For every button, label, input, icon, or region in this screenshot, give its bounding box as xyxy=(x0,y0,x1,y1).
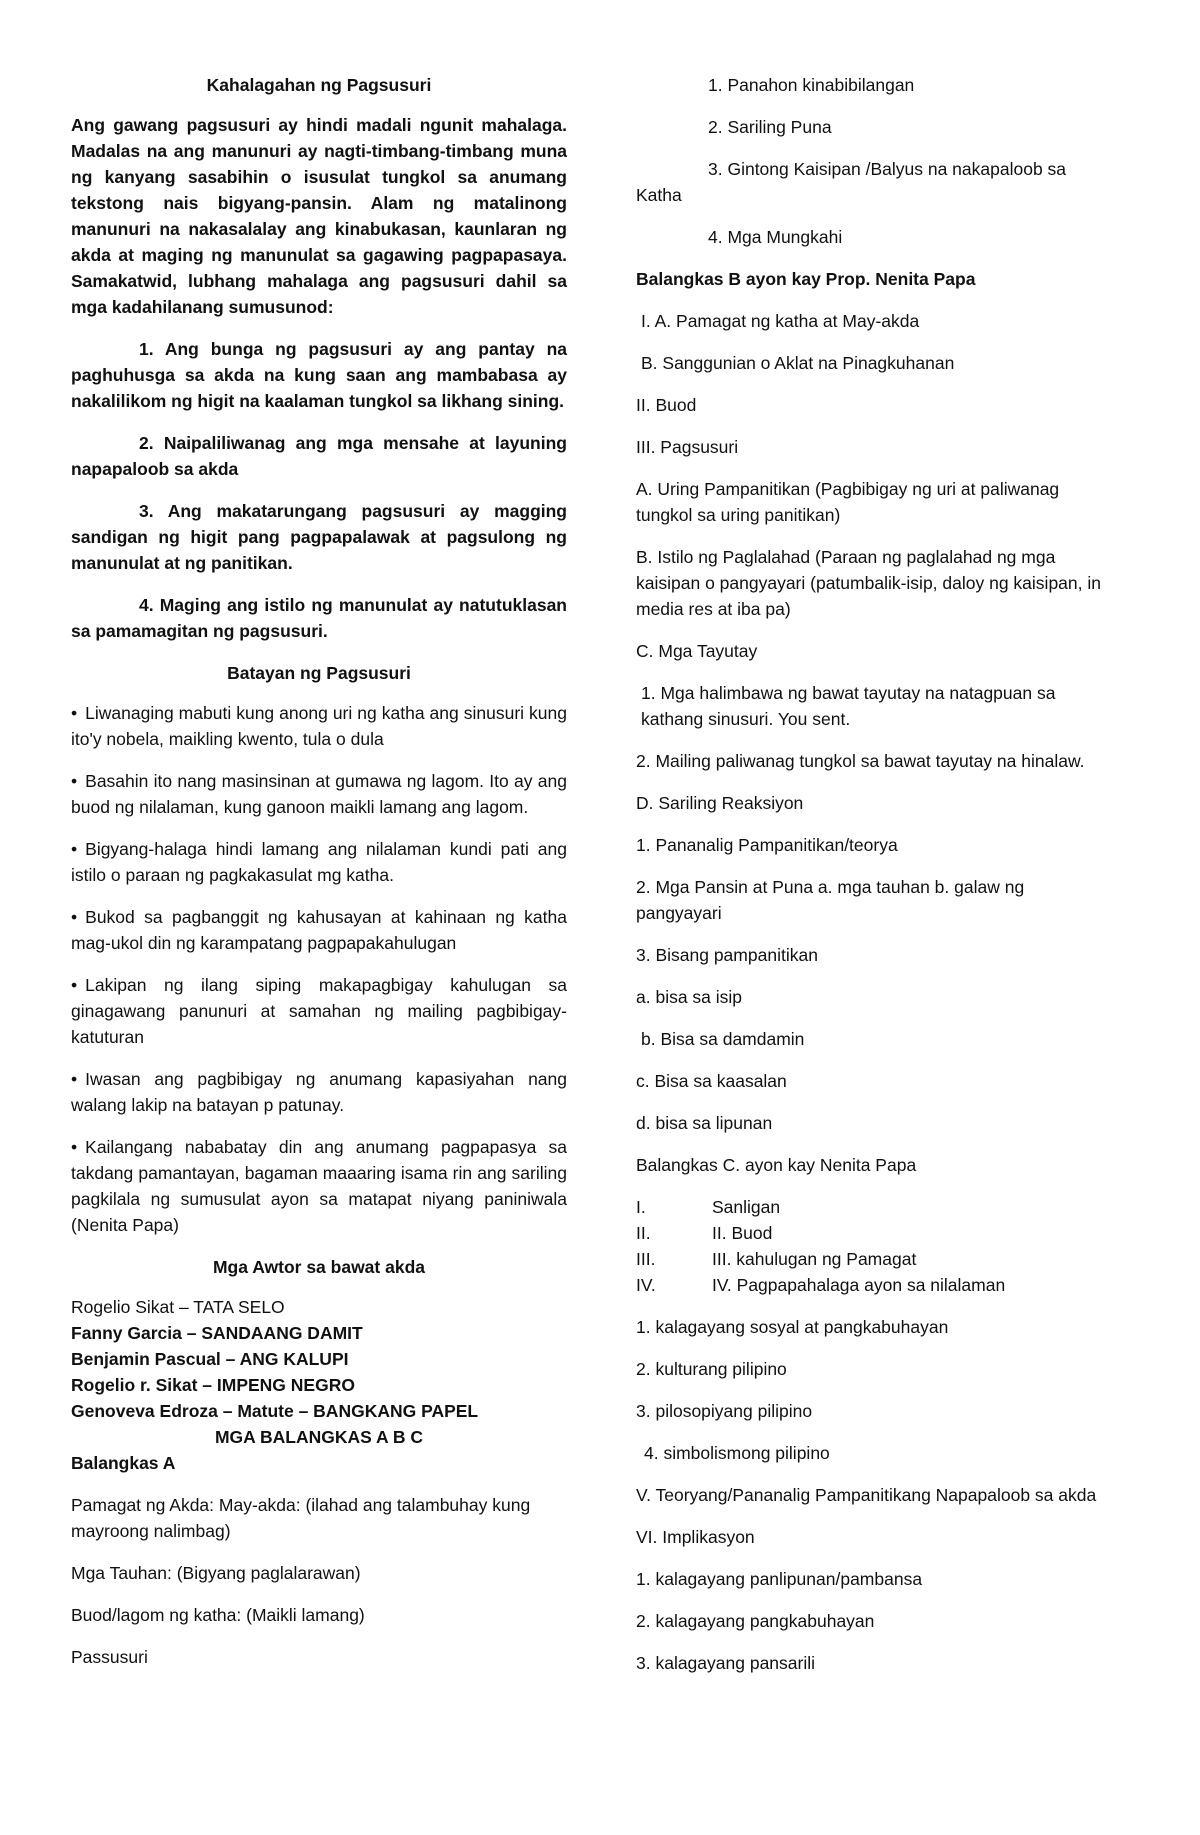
a-list-item: 1. Panahon kinabibilangan xyxy=(708,75,915,95)
balangkas-a-title: Balangkas A xyxy=(71,1453,176,1473)
c-item: VI. Implikasyon xyxy=(636,1527,755,1547)
c-item: 4. simbolismong pilipino xyxy=(644,1443,830,1463)
batayan-bullet: • Kailangang nababatay din ang anumang pagpapasya sa takdang pamantayan, bagaman maaaring isama rin ang sariling pagkilala ng sumusulat ayon sa matapat niyang paniniwala (Nenita Papa) xyxy=(71,1134,567,1238)
author-item: Benjamin Pascual – ANG KALUPI xyxy=(71,1349,349,1369)
balangkas-c-title: Balangkas C. ayon kay Nenita Papa xyxy=(636,1155,917,1175)
reason-item: 4. Maging ang istilo ng manunulat ay natutuklasan sa pamamagitan ng pagsusuri. xyxy=(71,595,567,641)
c-item: V. Teoryang/Pananalig Pampanitikang Napapaloob sa akda xyxy=(636,1485,1097,1505)
right-column xyxy=(636,72,1114,1692)
b-item: 1. Pananalig Pampanitikan/teorya xyxy=(636,835,898,855)
c-roman-item: III. III. kahulugan ng Pamagat xyxy=(636,1249,917,1269)
reason-item: 3. Ang makatarungang pagsusuri ay magging sandigan ng higit pang pagpapalawak at pagsulong ng manunulat at ng panitikan. xyxy=(71,501,567,573)
bullet-icon xyxy=(71,1137,85,1157)
b-item: 3. Bisang pampanitikan xyxy=(636,945,818,965)
author-item: Rogelio Sikat – TATA SELO xyxy=(71,1297,285,1317)
section-title-awtor: Mga Awtor sa bawat akda xyxy=(212,1257,425,1277)
b-item: II. Buod xyxy=(636,395,697,415)
a-list-item: 3. Gintong Kaisipan /Balyus na nakapaloob sa xyxy=(708,159,1067,179)
c-roman-list xyxy=(636,1194,1114,1298)
c-item: 3. pilosopiyang pilipino xyxy=(636,1401,813,1421)
a-list-item: 2. Sariling Puna xyxy=(708,117,832,137)
batayan-bullet: • Basahin ito nang masinsinan at gumawa ng lagom. Ito ay ang buod ng nilalaman, kung ganoon maikli lamang ang lagom. xyxy=(71,768,567,820)
batayan-bullet: • Liwanaging mabuti kung anong uri ng katha ang sinusuri kung ito'y nobela, maikling kwento, tula o dula xyxy=(71,700,567,752)
left-column xyxy=(71,72,567,1686)
batayan-bullet: • Bukod sa pagbanggit ng kahusayan at kahinaan ng katha mag-ukol din ng karampatang pagpapakahulugan xyxy=(71,904,567,956)
balangkas-a-item: Mga Tauhan: (Bigyang paglalarawan) xyxy=(71,1563,361,1583)
b-item: 2. Mailing paliwanag tungkol sa bawat tayutay na hinalaw. xyxy=(636,751,1085,771)
balangkas-a-item: Pamagat ng Akda: May-akda: (ilahad ang talambuhay kung mayroong nalimbag) xyxy=(71,1495,531,1541)
bullet-icon xyxy=(71,975,85,995)
c-item: 1. kalagayang sosyal at pangkabuhayan xyxy=(636,1317,949,1337)
author-item: Rogelio r. Sikat – IMPENG NEGRO xyxy=(71,1375,355,1395)
balangkas-a-item: Buod/lagom ng katha: (Maikli lamang) xyxy=(71,1605,365,1625)
balangkas-b-title: Balangkas B ayon kay Prop. Nenita Papa xyxy=(636,269,976,289)
c-item: 2. kalagayang pangkabuhayan xyxy=(636,1611,875,1631)
b-item: C. Mga Tayutay xyxy=(636,641,758,661)
author-item: Genoveva Edroza – Matute – BANGKANG PAPEL xyxy=(71,1401,479,1421)
a-list-item-continuation: Katha xyxy=(636,185,682,205)
b-item: B. Istilo ng Paglalahad (Paraan ng paglalahad ng mga kaisipan o pangyayari (patumbalik-isip, daloy ng kaisipan, in media res at iba pa) xyxy=(636,547,1101,619)
b-item: B. Sanggunian o Aklat na Pinagkuhanan xyxy=(641,353,955,373)
batayan-bullet: • Lakipan ng ilang siping makapagbigay kahulugan sa ginagawang panunuri at samahan ng mailing pagbibigay-katuturan xyxy=(71,972,567,1050)
b-item: A. Uring Pampanitikan (Pagbibigay ng uri at paliwanag tungkol sa uring panitikan) xyxy=(636,479,1060,525)
c-item: 2. kulturang pilipino xyxy=(636,1359,787,1379)
batayan-bullet: • Iwasan ang pagbibigay ng anumang kapasiyahan nang walang lakip na batayan p patunay. xyxy=(71,1066,567,1118)
b-item: 2. Mga Pansin at Puna a. mga tauhan b. galaw ng pangyayari xyxy=(636,877,1025,923)
b-item: c. Bisa sa kaasalan xyxy=(636,1071,787,1091)
bullet-icon xyxy=(71,907,85,927)
b-item: d. bisa sa lipunan xyxy=(636,1113,773,1133)
batayan-bullet: • Bigyang-halaga hindi lamang ang nilalaman kundi pati ang istilo o paraan ng pagkakasulat mg katha. xyxy=(71,836,567,888)
reason-item: 1. Ang bunga ng pagsusuri ay ang pantay na paghuhusga sa akda na kung saan ang mambabasa ay nakalilikom ng higit na kaalaman tungkol sa likhang sining. xyxy=(71,339,567,411)
intro-paragraph: Ang gawang pagsusuri ay hindi madali ngunit mahalaga. Madalas na ang manunuri ay nagti-timbang-timbang muna ng kanyang sasabihin o isusulat tungkol sa anumang tekstong nais bigyang-pansin. Alam ng matalinong manunuri na nakasalalay ang kinabukasan, kaunlaran ng akda at maging ng manunulat sa gagawing pagpapasaya. Samakatwid, lubhang mahalaga ang pagsusuri dahil sa mga kadahilanang sumusunod: xyxy=(71,115,567,317)
reason-item: 2. Naipaliliwanag ang mga mensahe at layuning napapaloob sa akda xyxy=(71,433,567,479)
c-roman-item: I. Sanligan xyxy=(636,1197,781,1217)
author-item: Fanny Garcia – SANDAANG DAMIT xyxy=(71,1323,363,1343)
b-item: b. Bisa sa damdamin xyxy=(641,1029,805,1049)
c-item: 3. kalagayang pansarili xyxy=(636,1653,816,1673)
bullet-icon xyxy=(71,703,85,723)
c-item: 1. kalagayang panlipunan/pambansa xyxy=(636,1569,923,1589)
c-roman-item: II. II. Buod xyxy=(636,1223,773,1243)
a-list-item: 4. Mga Mungkahi xyxy=(708,227,843,247)
b-item: III. Pagsusuri xyxy=(636,437,739,457)
c-roman-item: IV. IV. Pagpapahalaga ayon sa nilalaman xyxy=(636,1275,1006,1295)
author-list xyxy=(71,1294,567,1476)
b-item: a. bisa sa isip xyxy=(636,987,743,1007)
balangkas-heading: MGA BALANGKAS A B C xyxy=(214,1427,424,1447)
section-title-batayan: Batayan ng Pagsusuri xyxy=(227,663,411,683)
bullet-icon xyxy=(71,839,85,859)
b-item: I. A. Pamagat ng katha at May-akda xyxy=(641,311,920,331)
bullet-icon xyxy=(71,771,85,791)
section-title-kahalagahan: Kahalagahan ng Pagsusuri xyxy=(206,75,432,95)
balangkas-a-item: Passusuri xyxy=(71,1647,148,1667)
bullet-icon xyxy=(71,1069,85,1089)
b-item: D. Sariling Reaksiyon xyxy=(636,793,804,813)
b-item: 1. Mga halimbawa ng bawat tayutay na natagpuan sa kathang sinusuri. You sent. xyxy=(641,683,1056,729)
